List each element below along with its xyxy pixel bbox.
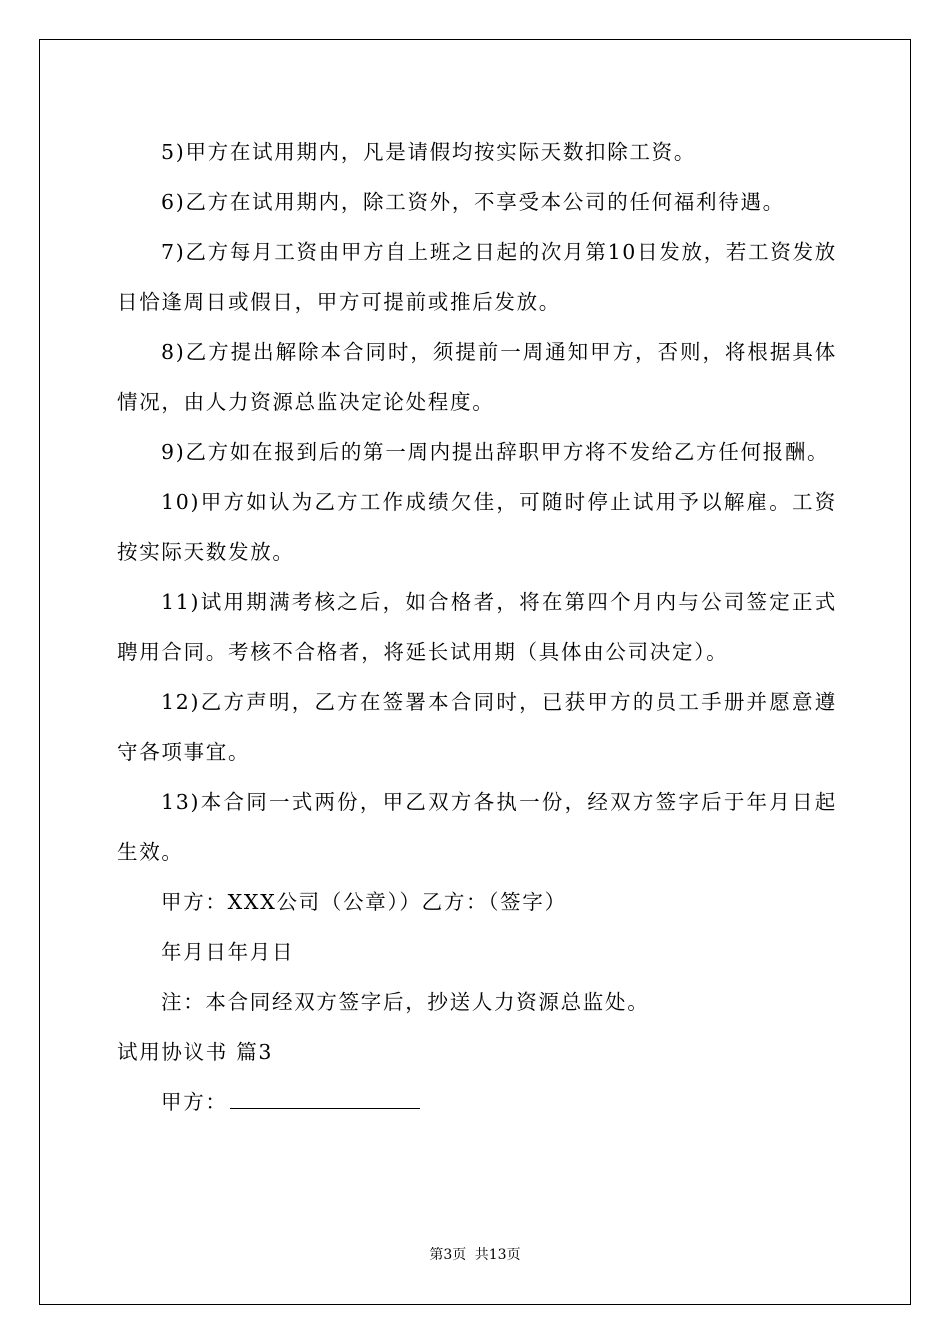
clause-11: 11)试用期满考核之后，如合格者，将在第四个月内与公司签定正式聘用合同。考核不合格者，将延长试用期（具体由公司决定）。 xyxy=(117,590,837,664)
clause-7: 7)乙方每月工资由甲方自上班之日起的次月第10日发放，若工资发放日恰逢周日或假日，甲方可提前或推后发放。 xyxy=(117,240,837,314)
page-footer xyxy=(0,1246,950,1264)
clause-12: 12)乙方声明，乙方在签署本合同时，已获甲方的员工手册并愿意遵守各项事宜。 xyxy=(117,690,837,764)
clause-9: 9)乙方如在报到后的第一周内提出辞职甲方将不发给乙方任何报酬。 xyxy=(161,440,830,464)
clause-10: 10)甲方如认为乙方工作成绩欠佳，可随时停止试用予以解雇。工资按实际天数发放。 xyxy=(117,490,837,564)
document-body xyxy=(117,127,837,1127)
party-a-blank xyxy=(230,1088,420,1109)
clause-13: 13)本合同一式两份，甲乙双方各执一份，经双方签字后于年月日起生效。 xyxy=(117,790,837,864)
party-a-label: 甲方： xyxy=(161,1090,228,1114)
signature-parties: 甲方：XXX公司（公章））乙方：（签字） xyxy=(161,890,567,914)
clause-6: 6)乙方在试用期内，除工资外，不享受本公司的任何福利待遇。 xyxy=(161,190,785,214)
clause-8: 8)乙方提出解除本合同时，须提前一周通知甲方，否则，将根据具体情况，由人力资源总监决定论处程度。 xyxy=(117,340,837,414)
page-total: 共13页 xyxy=(474,1247,521,1263)
page-number: 第3页 xyxy=(429,1247,467,1263)
clause-5: 5)甲方在试用期内，凡是请假均按实际天数扣除工资。 xyxy=(161,140,697,164)
signature-dates: 年月日年月日 xyxy=(161,940,295,964)
section-heading: 试用协议书 篇3 xyxy=(117,1040,274,1064)
note: 注：本合同经双方签字后，抄送人力资源总监处。 xyxy=(161,990,650,1014)
party-a-line xyxy=(117,1077,837,1127)
